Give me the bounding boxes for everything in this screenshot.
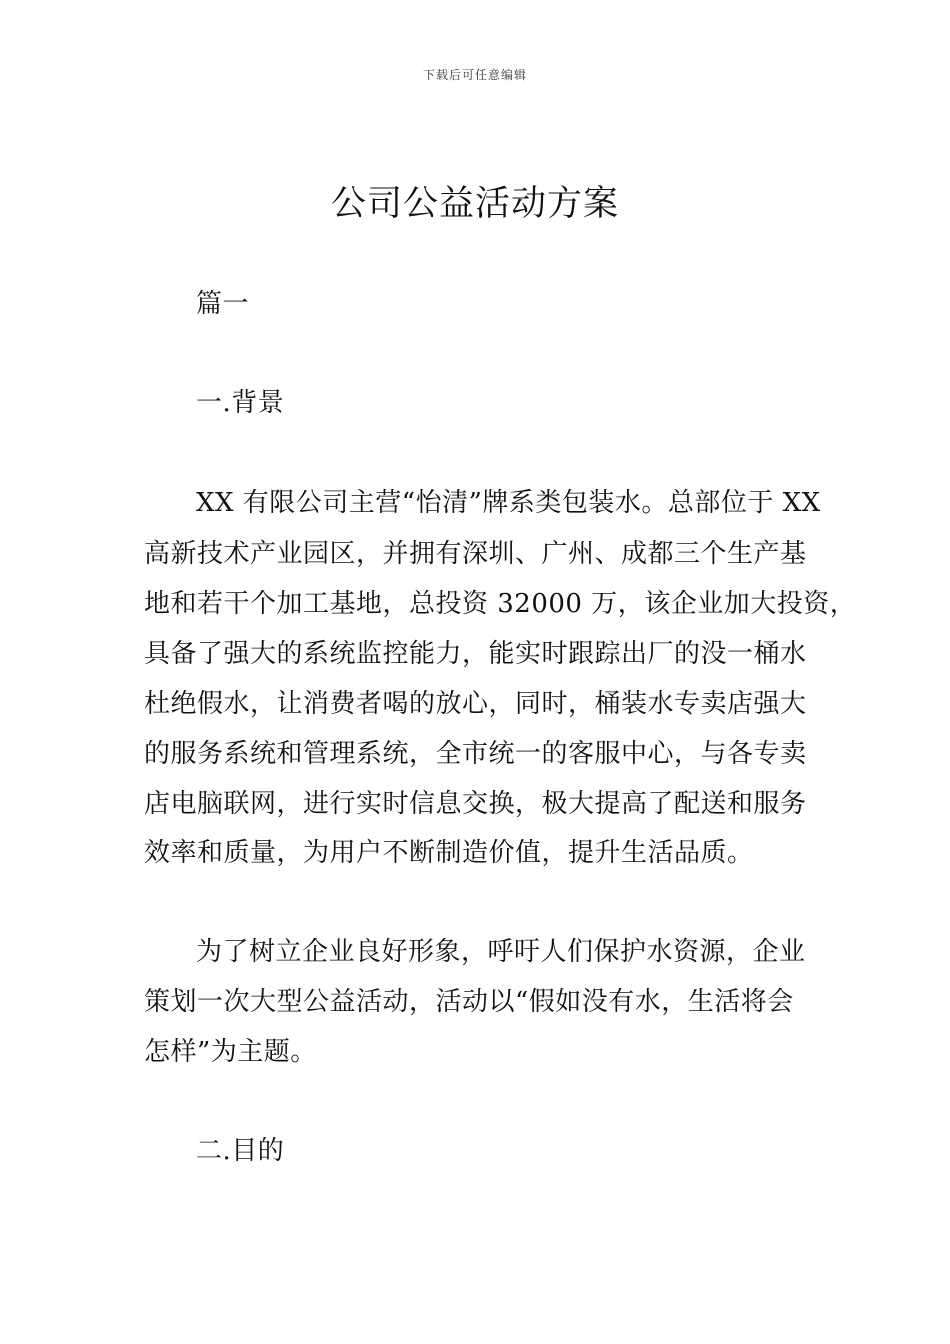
paragraph-line: 杜绝假水，让消费者喝的放心，同时，桶装水专卖店强大 [144,689,807,719]
paragraph-line: 地和若干个加工基地，总投资 32000 万，该企业加大投资， [144,589,857,619]
paragraph-line: 为了树立企业良好形象，呼吁人们保护水资源，企业 [196,937,806,967]
document-title: 公司公益活动方案 [330,184,619,224]
paragraph-line: 的服务系统和管理系统，全市统一的客服中心，与各专卖 [144,739,807,769]
paragraph-line: 店电脑联网，进行实时信息交换，极大提高了配送和服务 [144,789,807,819]
paragraph-line: 高新技术产业园区，并拥有深圳、广州、成都三个生产基 [144,539,807,569]
paragraph-line: 具备了强大的系统监控能力，能实时跟踪出厂的没一桶水 [144,639,807,669]
paragraph-line: 怎样”为主题。 [144,1037,317,1067]
paragraph-line: XX 有限公司主营“怡清”牌系类包装水。总部位于 XX [196,488,821,518]
header-note: 下载后可任意编辑 [422,68,527,82]
paragraph-line: 策划一次大型公益活动，活动以“假如没有水，生活将会 [144,987,794,1017]
section-label: 篇一 [196,289,250,319]
paragraph-line: 效率和质量，为用户不断制造价值，提升生活品质。 [144,838,754,868]
heading-purpose: 二.目的 [196,1136,285,1166]
heading-background: 一.背景 [196,388,285,418]
